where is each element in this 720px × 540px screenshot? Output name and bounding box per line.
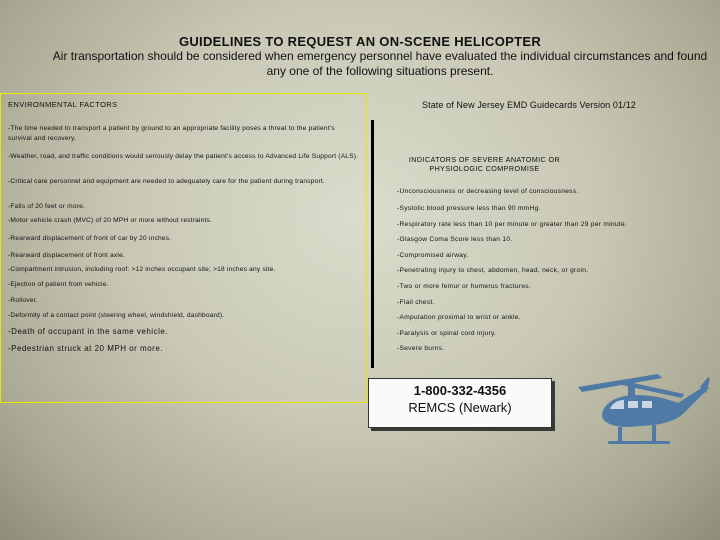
- list-item: -The time needed to transport a patient by ground to an appropriate facility poses a threat to the patient's survival and recovery.: [8, 125, 335, 142]
- contact-box: [368, 378, 552, 428]
- subtitle-line-1: Air transportation should be considered when emergency personnel have evaluated the individual circumstances and found: [52, 49, 708, 63]
- list-item: -Deformity of a contact point (steering wheel, windshield, dashboard).: [8, 312, 225, 319]
- list-item: -Ejection of patient from vehicle.: [8, 281, 109, 288]
- list-item: -Penetrating injury to chest, abdomen, head, neck, or groin.: [397, 267, 589, 274]
- indicators-title: [397, 155, 572, 173]
- page-title: GUIDELINES TO REQUEST AN ON-SCENE HELICOPTER: [178, 34, 542, 49]
- list-item: -Two or more femur or humerus fractures.: [397, 283, 532, 290]
- helicopter-icon: [572, 373, 710, 453]
- list-item: -Weather, road, and traffic conditions would seriously delay the patient's access to Advanced Life Support (ALS).: [8, 153, 359, 160]
- list-item: -Unconsciousness or decreasing level of consciousness.: [397, 188, 579, 195]
- list-item: -Rearward displacement of front axle.: [8, 252, 125, 259]
- page-subtitle: [40, 49, 720, 79]
- subtitle-line-2: any one of the following situations present.: [266, 64, 494, 78]
- list-item: -Rearward displacement of front of car by 20 inches.: [8, 235, 172, 242]
- environmental-factors-title: ENVIRONMENTAL FACTORS: [8, 100, 118, 109]
- contact-phone: 1-800-332-4356: [413, 383, 507, 398]
- list-item: -Flail chest.: [397, 299, 435, 306]
- indicators-title-line-1: INDICATORS OF SEVERE ANATOMIC OR: [408, 155, 561, 164]
- list-item: -Critical care personnel and equipment are needed to adequately care for the patient during transport.: [8, 178, 325, 185]
- list-item: -Falls of 20 feet or more.: [8, 203, 86, 210]
- list-item: -Pedestrian struck at 20 MPH or more.: [8, 344, 163, 353]
- column-divider: [371, 120, 374, 368]
- list-item: -Motor vehicle crash (MVC) of 20 MPH or more without restraints.: [8, 217, 213, 224]
- list-item: -Paralysis or spinal cord injury.: [397, 330, 497, 337]
- list-item: -Rollover.: [8, 297, 38, 304]
- list-item: -Compromised airway.: [397, 252, 469, 259]
- list-item: -Compartment intrusion, including roof: >12 inches occupant site; >18 inches any site.: [8, 266, 276, 273]
- source-note: State of New Jersey EMD Guidecards Version 01/12: [422, 100, 636, 110]
- list-item: -Systolic blood pressure less than 90 mmHg.: [397, 205, 541, 212]
- contact-org: REMCS (Newark): [408, 400, 512, 415]
- list-item: -Glasgow Coma Score less than 10.: [397, 236, 513, 243]
- list-item: -Severe burns.: [397, 345, 445, 352]
- indicators-title-line-2: PHYSIOLOGIC COMPROMISE: [429, 164, 540, 173]
- list-item: -Respiratory rate less than 10 per minute or greater than 29 per minute.: [397, 221, 628, 228]
- list-item: -Death of occupant in the same vehicle.: [8, 327, 169, 336]
- list-item: -Amputation proximal to wrist or ankle.: [397, 314, 521, 321]
